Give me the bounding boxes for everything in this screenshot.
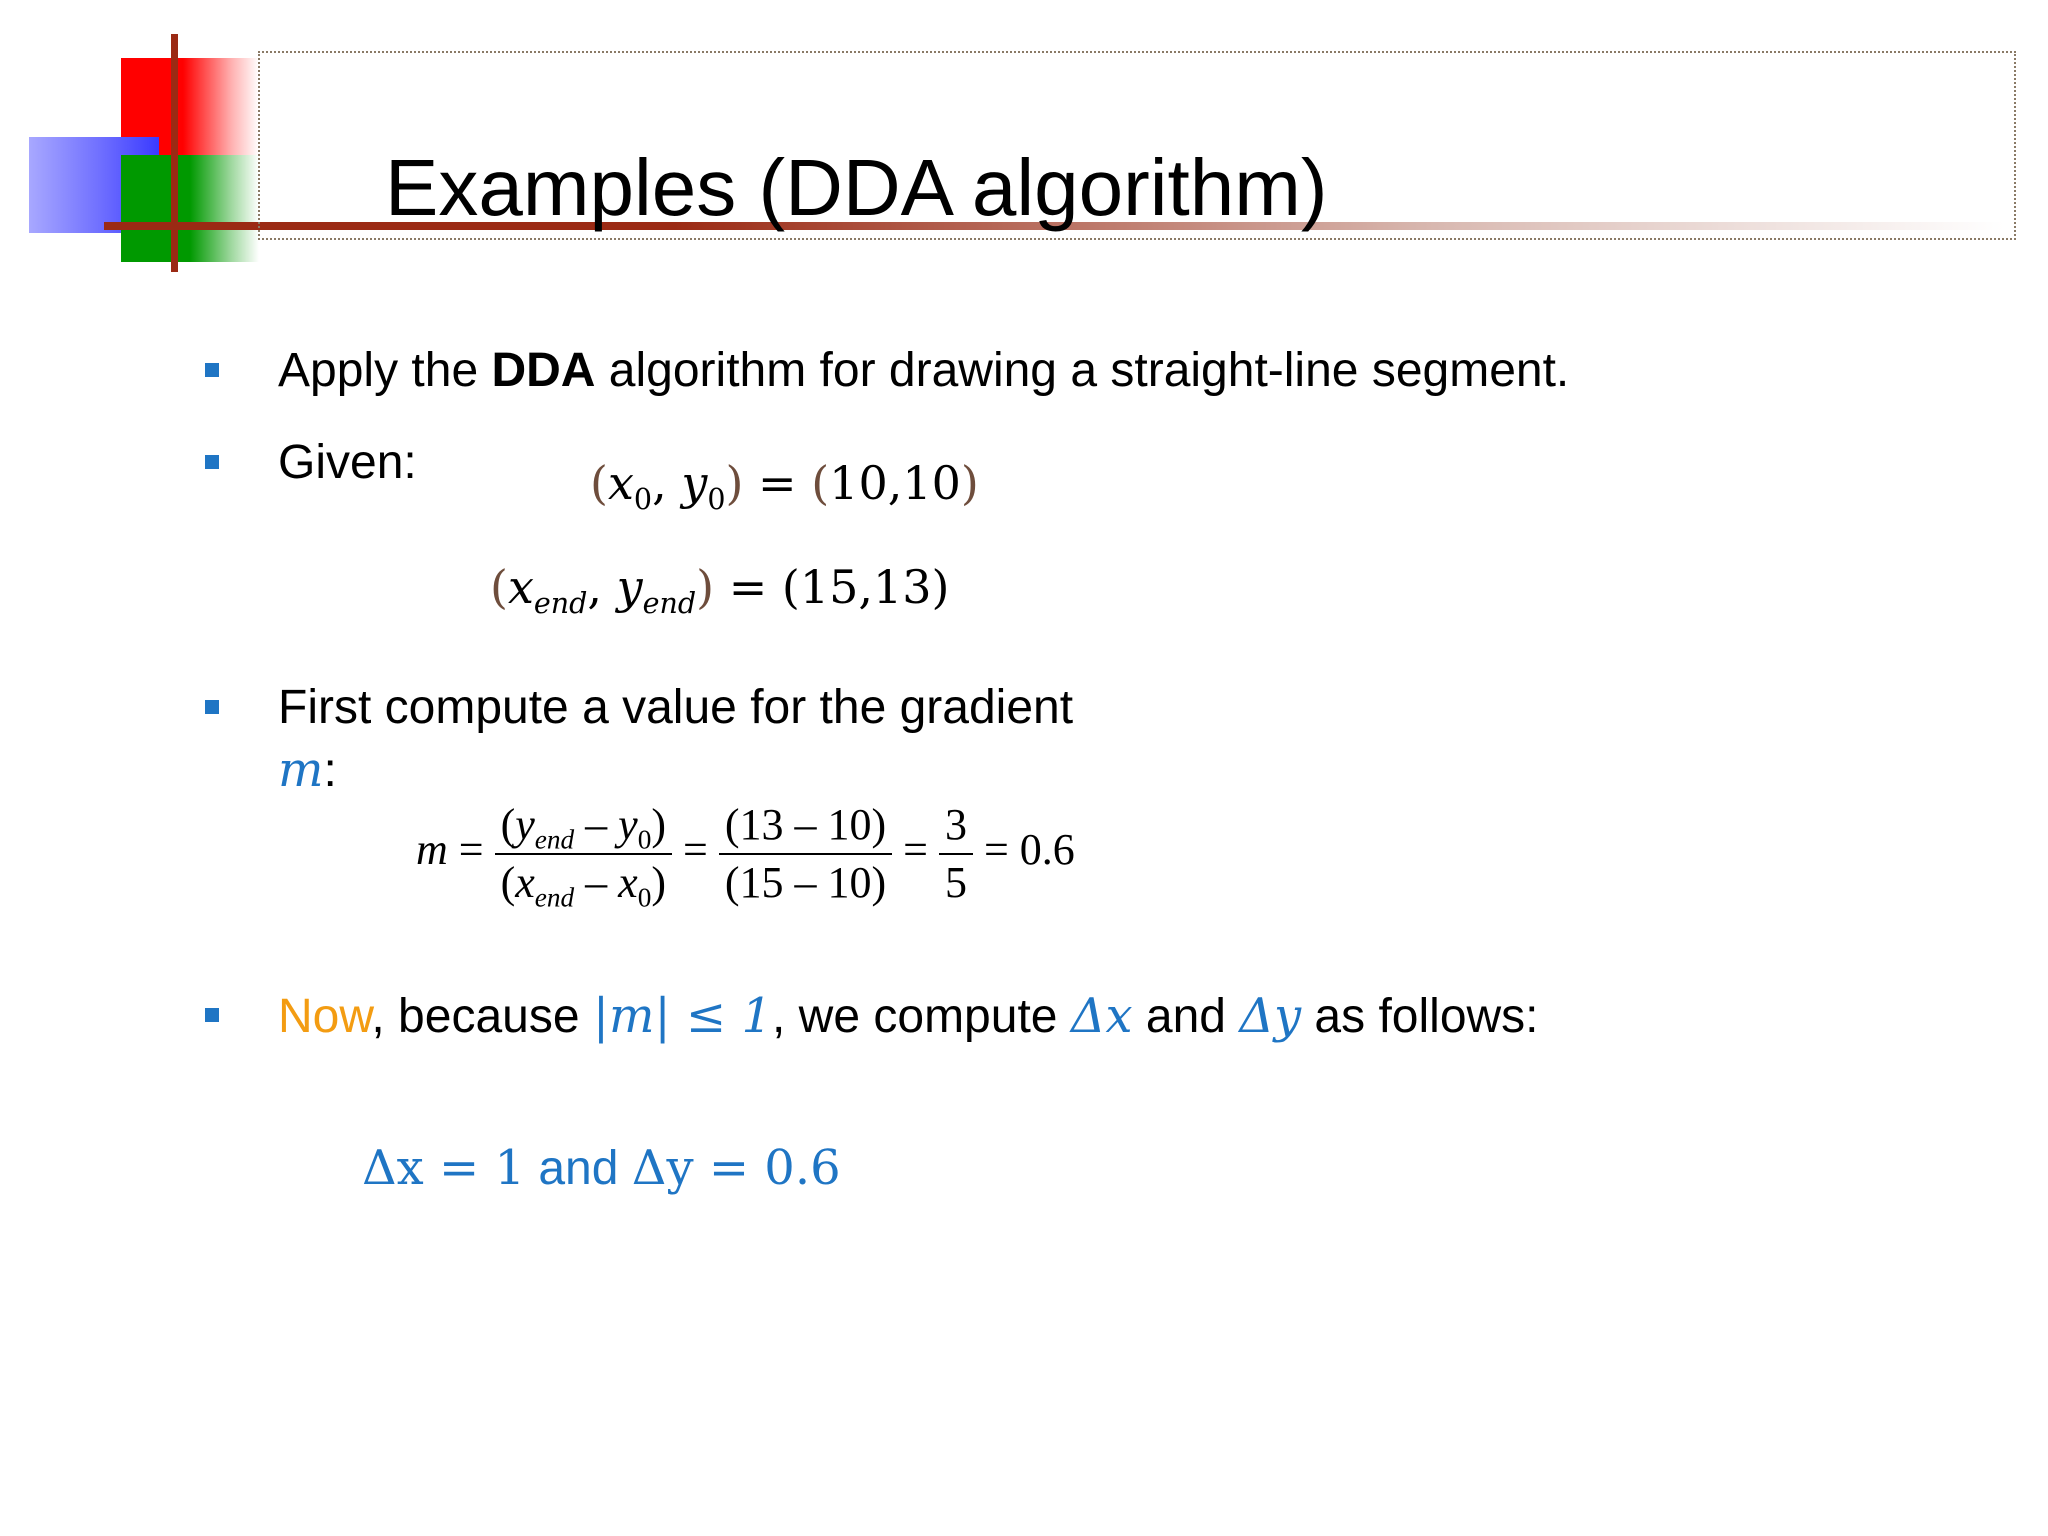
gradient-equation: m = $\frac{(y_{end} - y_0)}{(x_{end} - x_0)}$ = $\frac{(13 - 10)}{(15 - 10)}$ = $\frac{3}{5}$ = 0.6 — [416, 797, 1075, 911]
bullet-marker — [205, 1008, 219, 1022]
bullet-marker — [205, 700, 219, 714]
given-end-equation: ($x_{end}$, $y_{end}) = (15,13)$ — [490, 560, 950, 620]
now-word: Now — [278, 990, 372, 1043]
gradient-variable: m: — [278, 742, 337, 798]
bullet-marker — [205, 363, 219, 377]
bullet-given: Given: — [278, 436, 417, 489]
simple-fraction: $\frac{3}{5}$ — [939, 797, 973, 911]
bullet-apply: Apply the DDA algorithm for drawing a straight-line segment. — [278, 344, 1570, 397]
slope-condition: |m| ≤ 1 — [592, 988, 772, 1044]
decor-vertical-rule — [171, 34, 178, 272]
symbolic-fraction: $\frac{(y_{end} - y_0)}{(x_{end} - x_0)}$ — [495, 797, 672, 911]
decor-green-square — [121, 155, 259, 262]
bullet-marker — [205, 455, 219, 469]
bullet-now: Now, because |m| ≤ 1, we compute Δx and Δy as follows: — [278, 988, 1539, 1044]
numeric-fraction: $\frac{(13 - 10)}{(15 - 10)}$ — [719, 797, 892, 911]
given-start-equation: ($x_0$, $y_0) = (10,10)$ — [590, 456, 979, 516]
bold-dda: DDA — [491, 344, 596, 397]
delta-result-line: Δx = 1 and Δy = 0.6 — [362, 1140, 841, 1196]
bullet-gradient: First compute a value for the gradient — [278, 681, 1074, 734]
slide-title: Examples (DDA algorithm) — [385, 143, 1328, 232]
